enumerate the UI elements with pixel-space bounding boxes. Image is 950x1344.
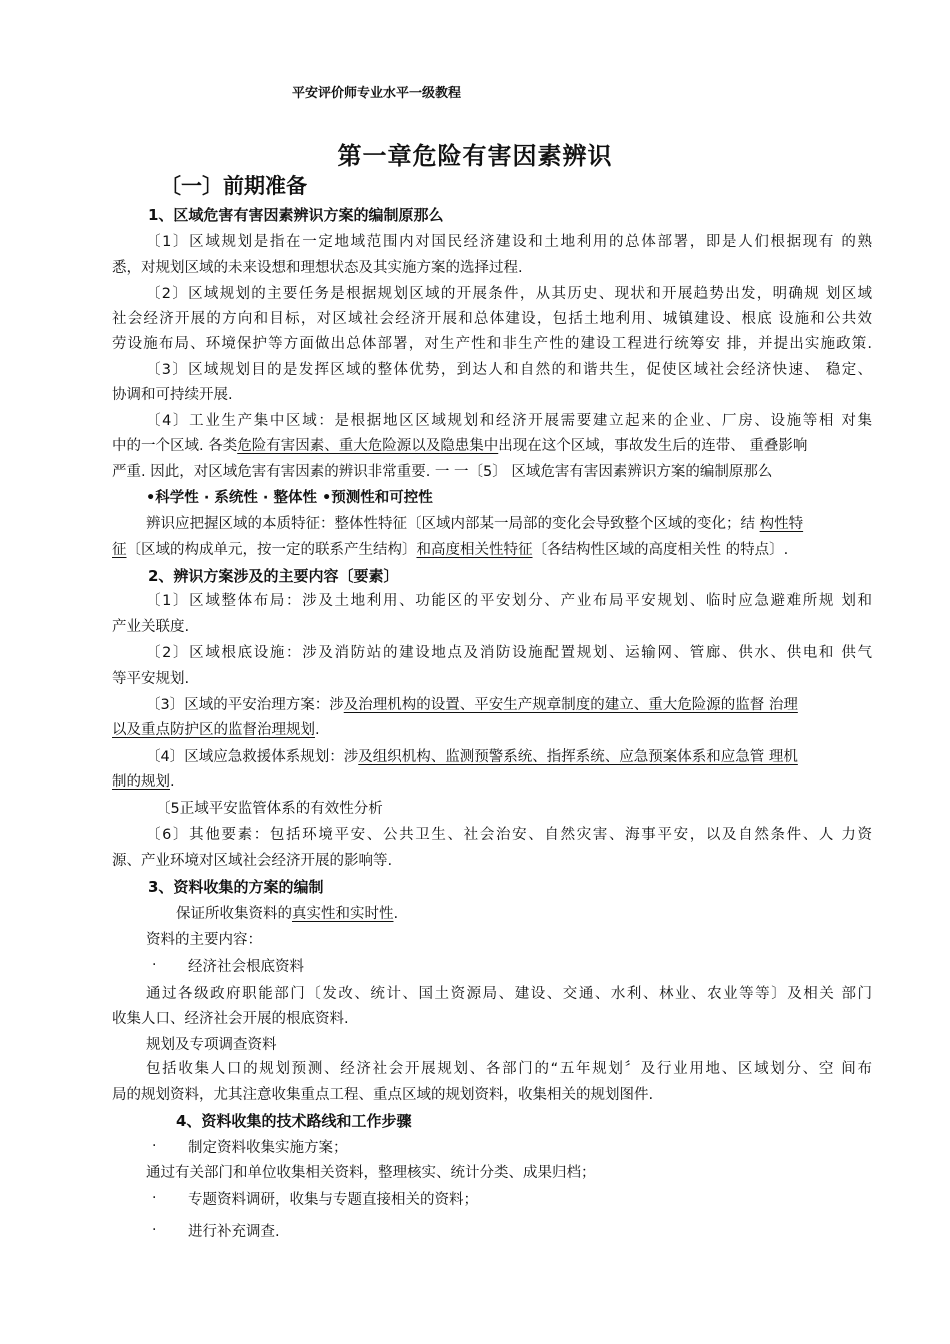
underlined-text: 危险有害因素、重大危险源以及隐患集中: [237, 438, 499, 454]
list-item: 经济社会根底资料: [188, 959, 304, 975]
paragraph-line: [112, 436, 807, 456]
paragraph-line: [112, 540, 788, 560]
paragraph-line: 通过有关部门和单位收集相关资料，整理核实、统计分类、成果归档；: [146, 1165, 596, 1181]
sec1-heading: 1、区域危害有害因素辨识方案的编制原那么: [148, 206, 444, 224]
paragraph-line: 等平安规划.: [112, 671, 190, 687]
paragraph-line: 〔2〕区域规划的主要任务是根据规划区域的开展条件，从其历史、现状和开展趋势出发，明确规 划区域: [146, 286, 872, 302]
paragraph-line: 〔5正域平安监管体系的有效性分析: [156, 801, 383, 817]
chapter-title: 第一章危险有害因素辨识: [337, 142, 613, 170]
text-run: .: [315, 722, 320, 738]
list-item: 专题资料调研，收集与专题直接相关的资料；: [188, 1192, 478, 1208]
paragraph-line: 社会经济开展的方向和目标，对区域社会经济开展和总体建设，包括土地利用、城镇建设、根底 设施和公共效: [112, 311, 872, 327]
text-run: 辨识应把握区域的本质特征：整体性特征〔区域内部某一局部的变化会导致整个区域的变化；结: [146, 516, 760, 532]
bullet-mark: ·: [152, 1138, 157, 1154]
paragraph-line: 局的规划资料，尤其注意收集重点工程、重点区域的规划资料，收集相关的规划图件.: [112, 1087, 654, 1103]
list-item: 制定资料收集实施方案；: [188, 1140, 348, 1156]
text-run: 中的一个区域. 各类: [112, 438, 238, 454]
paragraph-line: 规划及专项调查资料: [146, 1037, 277, 1053]
paragraph-line: 〔3〕区域规划目的是发挥区域的整体优势，到达人和自然的和谐共生，促使区域社会经济快速、 稳定、: [146, 362, 872, 378]
paragraph-line: 收集人口、经济社会开展的根底资料.: [112, 1011, 349, 1027]
principles-line: •科学性 · 系统性 · 整体性 •预测性和可控性: [146, 490, 433, 506]
paragraph-line: 严重. 因此，对区域危害有害因素的辨识非常重要. 一 一〔5〕 区域危害有害因素辨识方案的编制原那么: [112, 464, 773, 480]
text-run: .: [393, 906, 399, 922]
section-title: 〔一〕前期准备: [160, 174, 307, 198]
underlined-text: 真实性和实时性: [292, 906, 394, 922]
paragraph-line: [112, 720, 320, 740]
paragraph-line: [112, 772, 175, 792]
paragraph-line: 〔1〕区域规划是指在一定地域范围内对国民经济建设和土地利用的总体部署，即是人们根据现有 的熟: [146, 234, 872, 250]
underlined-text: 及组织机构、监测预警系统、指挥系统、应急预案体系和应急管 理机: [358, 749, 798, 765]
bullet-mark: ·: [152, 957, 157, 973]
paragraph-line: 〔1〕区域整体布局：涉及土地利用、功能区的平安划分、产业布局平安规划、临时应急避难所规 划和: [146, 593, 872, 609]
paragraph-line: 资料的主要内容：: [146, 932, 262, 948]
text-run: 〔区域的构成单元，按一定的联系产生结构〕: [126, 542, 417, 558]
sec4-heading: 4、资料收集的技术路线和工作步骤: [176, 1112, 412, 1130]
running-header: 平安评价师专业水平一级教程: [292, 86, 462, 101]
paragraph-line: 〔4〕工业生产集中区域：是根据地区区域规划和经济开展需要建立起来的企业、厂房、设施等相 对集: [146, 413, 872, 429]
sec3-heading: 3、资料收集的方案的编制: [148, 878, 324, 896]
list-item: 进行补充调查.: [188, 1224, 280, 1240]
paragraph-line: 劳设施布局、环境保护等方面做出总体部署，对生产性和非生产性的建设工程进行统筹安 排，并提出实施政策.: [112, 336, 872, 352]
underlined-text: 及治理机构的设置、平安生产规章制度的建立、重大危险源的监督 治理: [343, 697, 798, 713]
paragraph-line: 悉，对规划区域的未来设想和理想状态及其实施方案的选择过程.: [112, 260, 523, 276]
paragraph-line: 〔2〕区域根底设施：涉及消防站的建设地点及消防设施配置规划、运输网、管廊、供水、供电和 供气: [146, 645, 872, 661]
underlined-text: 构性特: [759, 516, 804, 532]
paragraph-line: [176, 904, 398, 924]
text-run: 〔各结构性区域的高度相关性 的特点〕.: [532, 542, 789, 558]
underlined-text: 征: [112, 542, 127, 558]
paragraph-line: 源、产业环境对区域社会经济开展的影响等.: [112, 853, 393, 869]
paragraph-line: 协调和可持续开展.: [112, 387, 233, 403]
text-run: .: [170, 774, 175, 790]
paragraph-line: [146, 514, 803, 534]
bullet-mark: ·: [152, 1190, 157, 1206]
bullet-mark: ·: [152, 1222, 157, 1238]
underlined-text: 以及重点防护区的监督治理规划: [112, 722, 315, 738]
underlined-text: 和高度相关性特征: [416, 542, 533, 558]
text-run: 〔3〕区域的平安治理方案：涉: [146, 697, 344, 713]
paragraph-line: 包括收集人口的规划预测、经济社会开展规划、各部门的“五年规划〞及行业用地、区域划分、空 间布: [146, 1061, 872, 1077]
text-run: 保证所收集资料的: [176, 906, 292, 922]
paragraph-line: [146, 747, 798, 767]
paragraph-line: 产业关联度.: [112, 619, 190, 635]
paragraph-line: 〔6〕其他要素：包括环境平安、公共卫生、社会治安、自然灾害、海事平安，以及自然条件、人 力资: [146, 827, 872, 843]
paragraph-line: 通过各级政府职能部门〔发改、统计、国土资源局、建设、交通、水利、林业、农业等等〕及相关 部门: [146, 986, 872, 1002]
text-run: 〔4〕区域应急救援体系规划：涉: [146, 749, 359, 765]
underlined-text: 制的规划: [112, 774, 170, 790]
paragraph-line: [146, 695, 798, 715]
text-run: 出现在这个区域，事故发生后的连带、 重叠影响: [498, 438, 808, 454]
sec2-heading: 2、辨识方案涉及的主要内容〔要素〕: [148, 567, 399, 585]
